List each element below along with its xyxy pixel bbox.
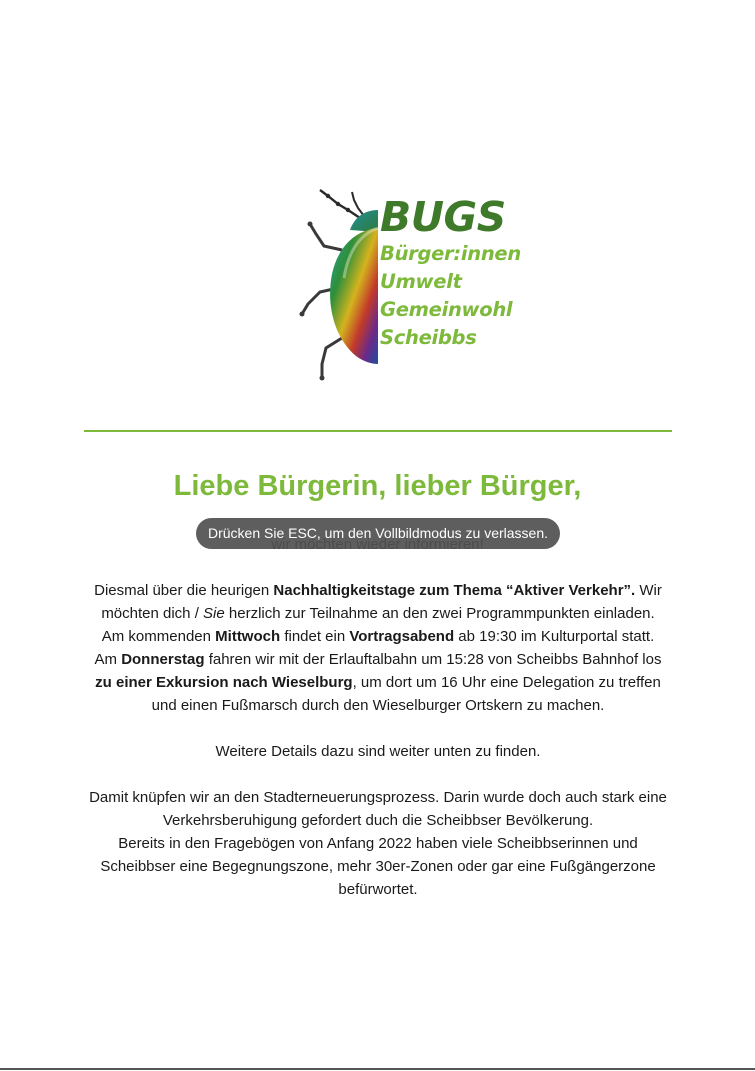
newsletter-body <box>86 579 670 901</box>
fullscreen-exit-toast: Drücken Sie ESC, um den Vollbildmodus zu verlassen. <box>196 518 560 549</box>
sie-italic: Sie <box>203 605 225 622</box>
text: Diesmal über die heurigen <box>94 582 274 599</box>
donnerstag-bold: Donnerstag <box>121 651 205 668</box>
logo-wordmark <box>380 194 521 352</box>
exkursion-bold: zu einer Exkursion nach Wieselburg <box>95 674 353 691</box>
text: ab 19:30 im Kulturportal statt. <box>454 628 655 645</box>
vortragsabend-bold: Vortragsabend <box>349 628 455 645</box>
paragraph-intro <box>86 579 670 625</box>
greeting-heading: Liebe Bürgerin, lieber Bürger, <box>173 470 582 502</box>
divider <box>84 430 672 432</box>
logo-line-buerger: Bürger:innen <box>380 242 521 265</box>
text: findet ein <box>280 628 350 645</box>
logo-title: BUGS <box>380 193 506 241</box>
paragraph-details: Weitere Details dazu sind weiter unten zu finden. <box>215 743 541 760</box>
bottom-rule <box>0 1068 755 1070</box>
topic-bold: Nachhaltigkeitstage zum Thema “Aktiver Verkehr”. <box>273 582 636 599</box>
paragraph-frageboegen: Bereits in den Fragebögen von Anfang 2022 haben viele Scheibbserinnen und Scheibbser eine Begegnungszone, mehr 30er-Zonen oder gar eine Fußgängerzone befürwortet. <box>100 835 656 898</box>
bugs-logo <box>298 188 538 388</box>
logo-line-scheibbs: Scheibbs <box>380 326 477 349</box>
paragraph-mittwoch <box>86 625 670 648</box>
text: Wir möchten dich / <box>101 582 662 622</box>
text: Am kommenden <box>101 628 216 645</box>
beetle-icon <box>298 188 378 384</box>
logo-line-umwelt: Umwelt <box>380 270 462 293</box>
paragraph-stadterneuerung: Damit knüpfen wir an den Stadterneuerungsprozess. Darin wurde doch auch stark eine Verkehrsberuhigung gefordert duch die Scheibbser Bevölkerung. <box>89 789 667 829</box>
logo-line-gemeinwohl: Gemeinwohl <box>380 298 513 321</box>
text: fahren wir mit der Erlauftalbahn um 15:28 von Scheibbs Bahnhof los <box>204 651 662 668</box>
text: , um dort um 16 Uhr eine Delegation zu treffen und einen Fußmarsch durch den Wieselburger Ortskern zu machen. <box>151 674 661 714</box>
text: Am <box>94 651 122 668</box>
paragraph-donnerstag <box>86 648 670 717</box>
mittwoch-bold: Mittwoch <box>215 628 281 645</box>
text: herzlich zur Teilnahme an den zwei Programmpunkten einladen. <box>224 605 655 622</box>
